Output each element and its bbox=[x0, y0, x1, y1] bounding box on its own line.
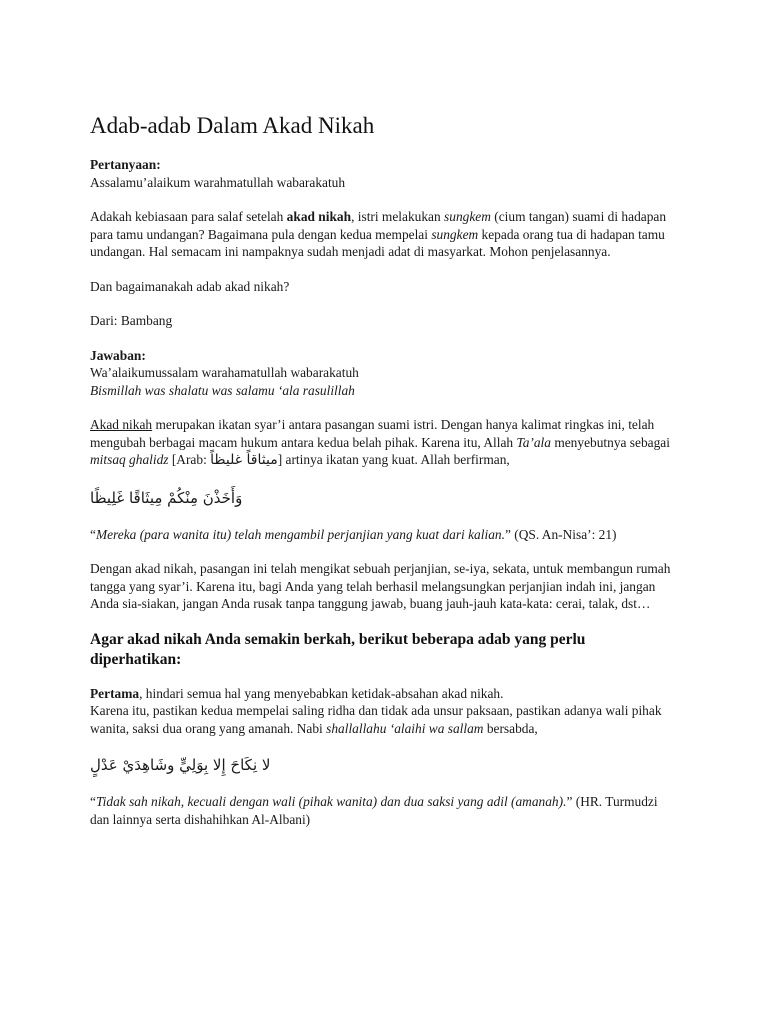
document-page bbox=[90, 112, 678, 845]
question-intro bbox=[90, 156, 678, 191]
translation-text: Tidak sah nikah, kecuali dengan wali (pihak wanita) dan dua saksi yang adil (amanah). bbox=[95, 794, 567, 809]
answer-intro bbox=[90, 347, 678, 400]
quote-mark: ” bbox=[566, 794, 573, 809]
arabic-inline: ميثاقاً غليظاً bbox=[210, 452, 278, 468]
answer-paragraph bbox=[90, 416, 678, 470]
translation-text: Mereka (para wanita itu) telah mengambil perjanjian yang kuat dari kalian. bbox=[95, 526, 505, 542]
answer-basmalah: Bismillah was shalatu was salamu ‘ala rasulillah bbox=[90, 382, 355, 398]
text-run: Adakah kebiasaan para salaf setelah bbox=[90, 209, 287, 224]
italic-term: mitsaq ghalidz bbox=[90, 452, 169, 467]
answer-paragraph-2: Dengan akad nikah, pasangan ini telah mengikat sebuah perjanjian, se-iya, sekata, untuk membangun rumah tangga yang syar’i. Karena itu, bagi Anda yang telah berhasil melangsungkan perjanjian indah ini, jangan Anda sia-siakan, jangan Anda rusak tanpa tanggung jawab, buang jauh-jauh kata-kata: cerai, talak, dst… bbox=[90, 561, 671, 611]
underlined-term: Akad nikah bbox=[90, 417, 153, 432]
italic-term: Ta’ala bbox=[516, 434, 551, 450]
point-label: Pertama bbox=[90, 685, 140, 701]
page-title: Adab-adab Dalam Akad Nikah bbox=[90, 113, 375, 138]
answer-label: Jawaban: bbox=[90, 347, 146, 363]
bold-term: akad nikah bbox=[286, 209, 352, 224]
arabic-text: لا نِكَاحَ إِلا بِوَلِيٍّ وشَاهِدَيْ عَدْلٍ bbox=[90, 756, 271, 774]
text-run: bersabda, bbox=[483, 720, 538, 736]
verse-translation bbox=[90, 526, 678, 544]
text-run: (cium tangan) suami di hadapan para tamu undangan? Bagaimana pula dengan kedua mempelai bbox=[90, 209, 667, 242]
hadith-reference: (HR. Turmudzi dan lainnya serta dishahihkan Al-Albani) bbox=[90, 794, 658, 827]
text-run: merupakan ikatan syar’i antara pasangan suami istri. Dengan hanya kalimat ringkas ini, telah mengubah berbagai macam hukum antara kedua belah pihak. Karena itu, Allah bbox=[90, 417, 655, 450]
quran-verse-arabic bbox=[90, 487, 678, 509]
question-followup: Dan bagaimanakah adab akad nikah? bbox=[90, 278, 290, 294]
section-heading: Agar akad nikah Anda semakin berkah, berikut beberapa adab yang perlu diperhatikan: bbox=[90, 630, 586, 668]
italic-term: sungkem bbox=[431, 226, 479, 242]
italic-term: shallallahu ‘alaihi wa sallam bbox=[326, 720, 484, 736]
italic-term: sungkem bbox=[444, 209, 491, 224]
text-run: [Arab: bbox=[168, 452, 211, 467]
verse-reference: (QS. An-Nisa’: 21) bbox=[510, 526, 617, 542]
text-run: , istri melakukan bbox=[351, 209, 445, 224]
answer-greeting: Wa’alaikumussalam warahamatullah wabarakatuh bbox=[90, 365, 359, 380]
question-label: Pertanyaan: bbox=[90, 157, 161, 172]
quote-mark: ” bbox=[504, 526, 511, 542]
text-run: , hindari semua hal yang menyebabkan ketidak-absahan akad nikah. bbox=[139, 685, 504, 701]
quote-mark: “ bbox=[90, 794, 96, 809]
hadith-translation bbox=[90, 793, 678, 828]
question-paragraph bbox=[90, 208, 678, 261]
arabic-text: وَأَخَذْنَ مِنْكُمْ مِيثَاقًا غَلِيظًا bbox=[90, 488, 243, 507]
text-run: Karena itu, pastikan kedua mempelai saling ridha dan tidak ada unsur paksaan, pastikan adanya wali pihak wanita, saksi dua orang yang amanah. Nabi bbox=[90, 703, 662, 736]
hadith-arabic bbox=[90, 754, 678, 776]
text-run: kepada orang tua di hadapan tamu undangan. Hal semacam ini nampaknya sudah menjadi adat di masyarkat. Mohon penjelasannya. bbox=[90, 226, 665, 259]
text-run: menyebutnya sebagai bbox=[550, 434, 670, 450]
text-run: ] artinya ikatan yang kuat. Allah berfirman, bbox=[277, 452, 510, 467]
first-point bbox=[90, 685, 678, 738]
quote-mark: “ bbox=[90, 526, 96, 542]
question-greeting: Assalamu’alaikum warahmatullah wabarakatuh bbox=[90, 174, 346, 190]
question-from: Dari: Bambang bbox=[90, 313, 173, 328]
